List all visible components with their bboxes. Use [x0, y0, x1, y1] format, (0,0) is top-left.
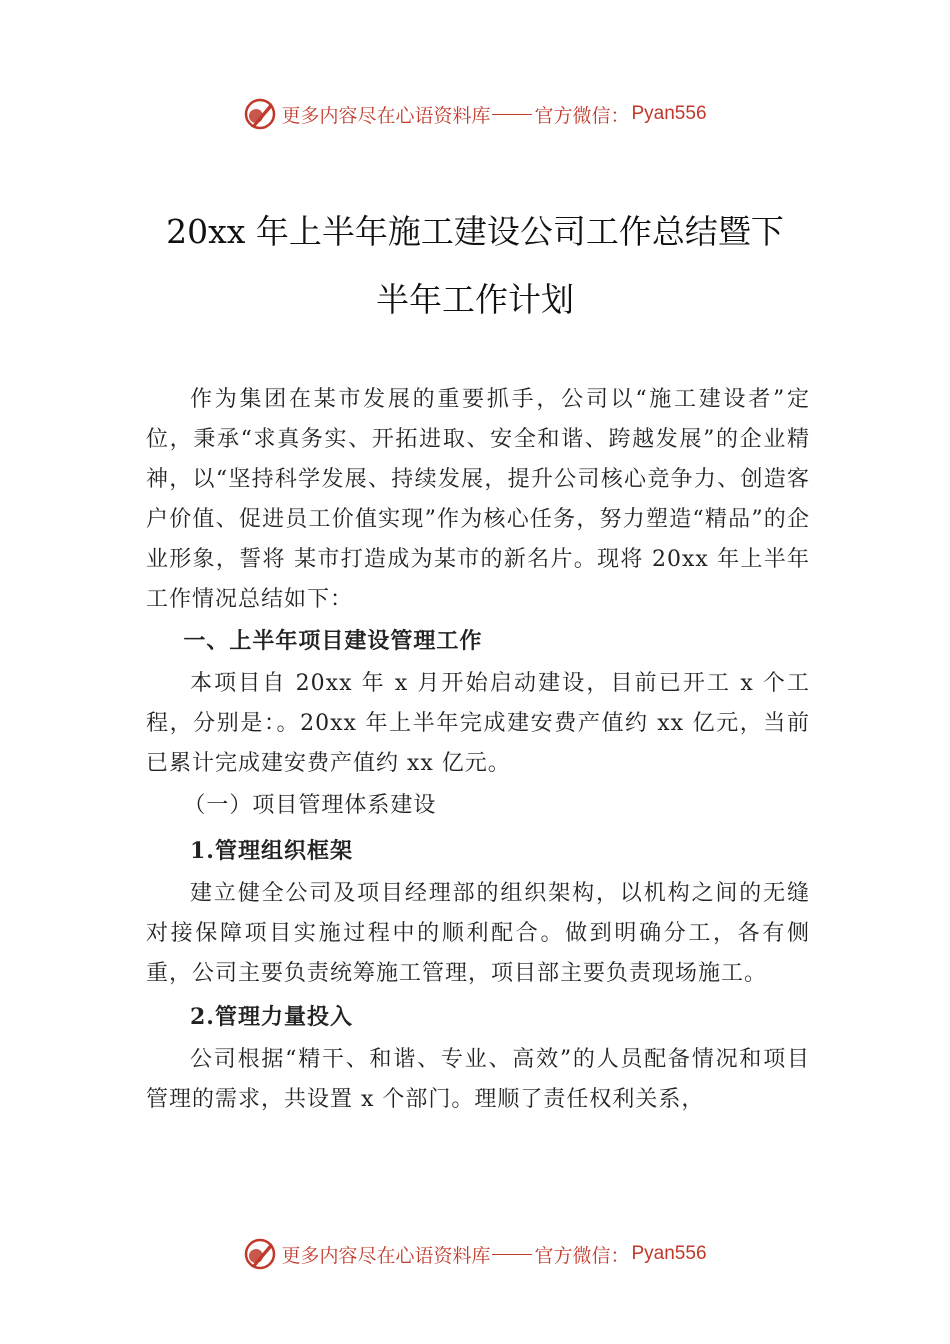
watermark-wechat-label: 官方微信：: [534, 104, 630, 127]
subsection-heading: （一）项目管理体系建设: [183, 793, 437, 818]
section-heading: 一、上半年项目建设管理工作: [183, 629, 483, 654]
watermark-dash: [492, 1254, 532, 1255]
quill-logo-icon: [243, 97, 277, 131]
watermark-text: 更多内容尽在心语资料库: [281, 1244, 491, 1267]
watermark-footer: [0, 1234, 950, 1274]
item-heading: 2.管理力量投入: [190, 1004, 353, 1030]
watermark-text: 更多内容尽在心语资料库: [281, 104, 491, 127]
item-heading: 1.管理组织框架: [190, 838, 353, 864]
watermark-wechat-label: 官方微信：: [534, 1244, 630, 1267]
item-paragraph: 建立健全公司及项目经理部的组织架构，以机构之间的无缝对接保障项目实施过程中的顺利配合。做到明确分工，各有侧重，公司主要负责统筹施工管理，项目部主要负责现场施工。: [146, 881, 810, 986]
watermark-wechat-id: Pyan556: [631, 1243, 707, 1264]
watermark-dash: [492, 114, 532, 115]
section-paragraph: 本项目自 20xx 年 x 月开始启动建设，目前已开工 x 个工程，分别是：。20xx 年上半年完成建安费产值约 xx 亿元，当前已累计完成建安费产值约 xx 亿元。: [146, 671, 810, 776]
title-line-2: 半年工作计划: [376, 280, 574, 319]
title-line-1: 20xx 年上半年施工建设公司工作总结暨下: [166, 212, 784, 251]
watermark-wechat-id: Pyan556: [631, 103, 707, 124]
intro-paragraph: 作为集团在某市发展的重要抓手，公司以“施工建设者”定位，秉承“求真务实、开拓进取、安全和谐、跨越发展”的企业精神，以“坚持科学发展、持续发展，提升公司核心竞争力、创造客户价值、促进员工价值实现”作为核心任务，努力塑造“精品”的企业形象，誓将 某市打造成为某市的新名片。现将 20xx 年上半年工作情况总结如下：: [146, 387, 810, 612]
document-body: [146, 380, 810, 1120]
watermark-header: [0, 94, 950, 134]
item-paragraph: 公司根据“精干、和谐、专业、高效”的人员配备情况和项目管理的需求，共设置 x 个部门。理顺了责任权利关系，: [146, 1047, 810, 1112]
quill-logo-icon: [243, 1237, 277, 1271]
document-title: [145, 198, 805, 334]
